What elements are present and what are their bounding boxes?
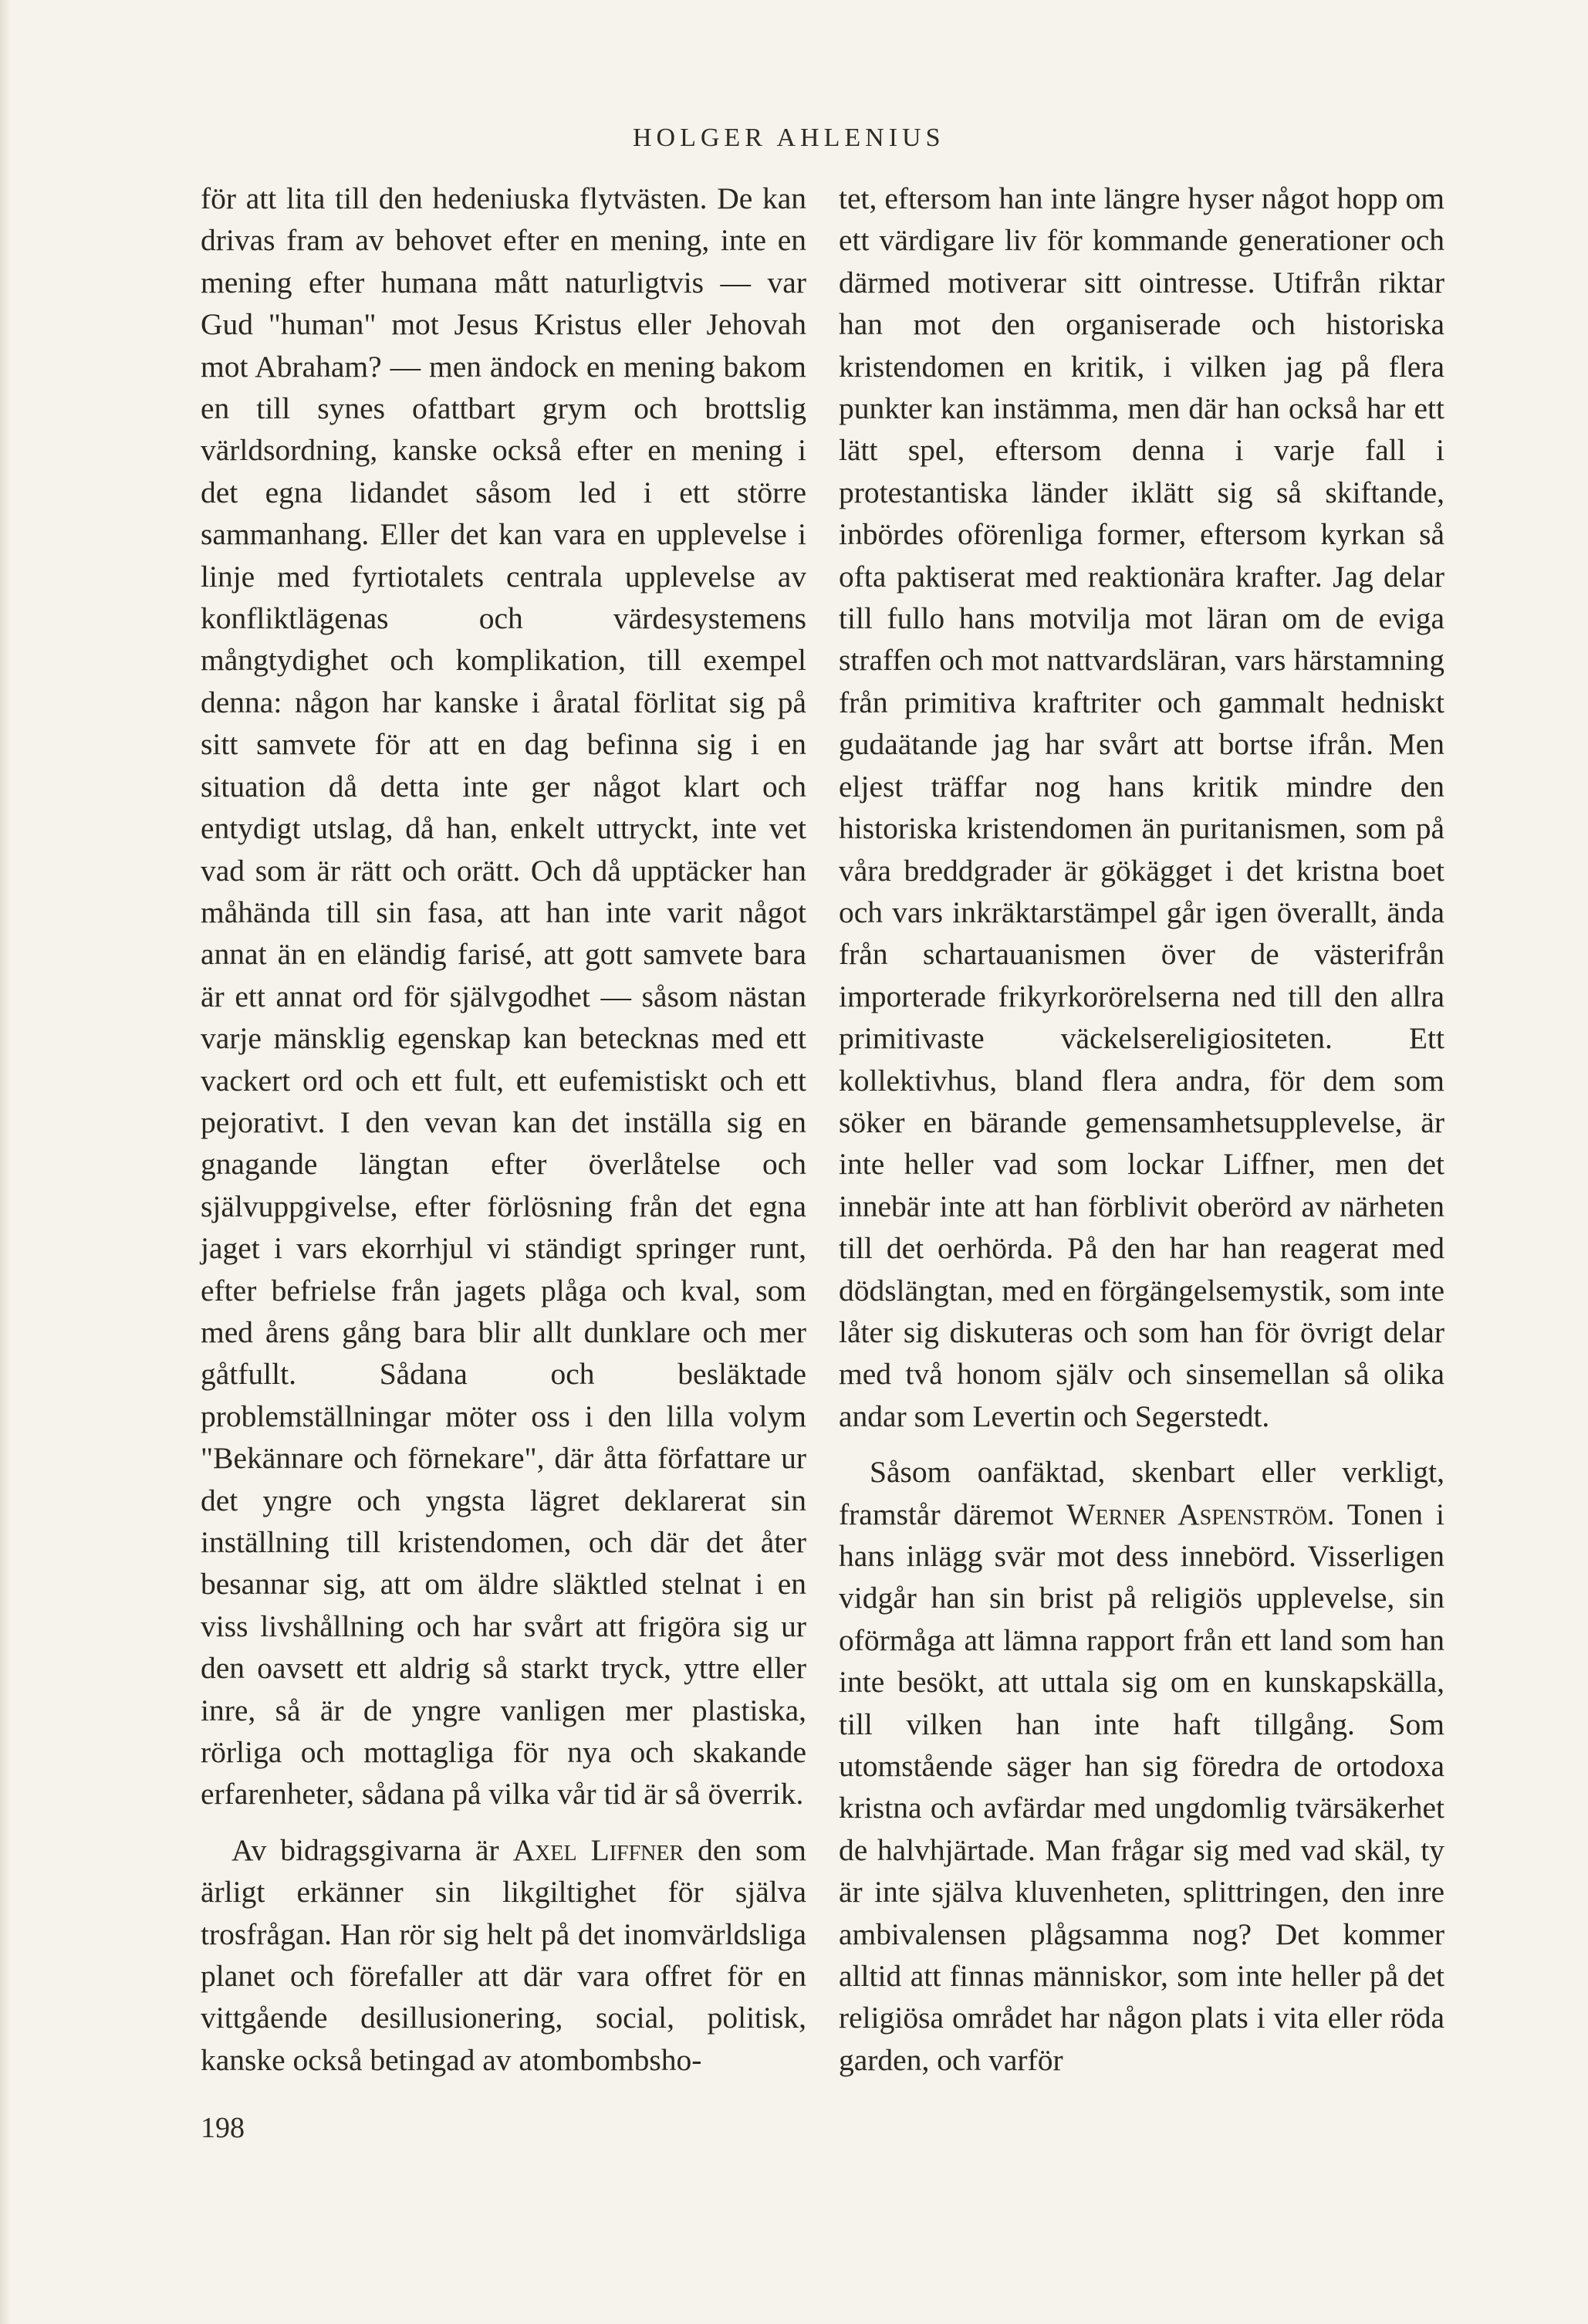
paragraph: för att lita till den hedeniuska flytvästen. De kan drivas fram av behovet efter en mening, inte en mening efter humana mått naturligtvis — var Gud "human" mot Jesus Kristus eller Jehovah mot Abraham? — men ändock en mening bakom en till synes ofattbart grym och brottslig världsordning, kanske också efter en mening i det egna lidandet såsom led i ett större sammanhang. Eller det kan vara en upplevelse i linje med fyrtiotalets centrala upplevelse av konfliktlägenas och värdesystemens mångtydighet och komplikation, till exempel denna: någon har kanske i åratal förlitat sig på sitt samvete för att en dag befinna sig i en situation då detta inte ger något klart och entydigt utslag, då han, enkelt uttryckt, inte vet vad som är rätt och orätt. Och då upptäcker han måhända till sin fasa, att han inte varit något annat än en eländig farisé, att gott samvete bara är ett annat ord för självgodhet — såsom nästan varje mänsklig egenskap kan betecknas med ett vackert ord och ett fult, ett eufemistiskt och ett pejorativt. I den vevan kan det inställa sig en gnagande längtan efter överlåtelse och självuppgivelse, efter förlösning från det egna jaget i vars ekorrhjul vi ständigt springer runt, efter befrielse från jagets plåga och kval, som med årens gång bara blir allt dunklare och mer gåtfullt. Sådana och besläktade problemställningar möter oss i den lilla volym "Bekännare och förnekare", där åtta författare ur det yngre och yngsta lägret deklarerat sin inställning till kristendomen, och där det åter besannar sig, att om äldre släktled stelnat i en viss livshållning och har svårt att frigöra sig ur den oavsett ett aldrig så starkt tryck, yttre eller inre, så är de yngre vanligen mer plastiska, rörliga och mottagliga för nya och skakande erfarenheter, sådana på vilka vår tid är så överrik.: [201, 181, 806, 1812]
paragraph-text: Av bidragsgivarna är: [231, 1832, 513, 1867]
paragraph: tet, eftersom han inte längre hyser något hopp om ett värdigare liv för kommande generationer och därmed motiverar sitt ointresse. Utifrån riktar han mot den organiserade och historiska kristendomen en kritik, i vilken jag på flera punkter kan instämma, men där han också har ett lätt spel, eftersom denna i varje fall i protestantiska länder iklätt sig så skiftande, inbördes oförenliga former, eftersom kyrkan så ofta paktiserat med reaktionära krafter. Jag delar till fullo hans motvilja mot läran om de eviga straffen och mot nattvardsläran, vars härstamning från primitiva kraftriter och gammalt hedniskt gudaätande jag har svårt att bortse ifrån. Men eljest träffar nog hans kritik mindre den historiska kristendomen än puritanismen, som på våra breddgrader är gökägget i det kristna boet och vars inkräktarstämpel går igen överallt, ända från schartauanismen över de västerifrån importerade frikyrkorörelserna ned till den allra primitivaste väckelsereligiositeten. Ett kollektivhus, bland flera andra, för dem som söker en bärande gemensamhetsupplevelse, är inte heller vad som lockar Liffner, men det innebär inte att han förblivit oberörd av närheten till det oerhörda. På den har han reagerat med dödslängtan, med en förgängelsemystik, som inte låter sig diskuteras och som han för övrigt delar med två honom själv och sinsemellan så olika andar som Levertin och Segerstedt.: [839, 181, 1444, 1433]
running-head: HOLGER AHLENIUS: [633, 123, 945, 152]
paragraph-text: Såsom oanfäktad, skenbart eller verkligt, framstår däremot: [839, 1455, 1444, 1531]
paragraph-text: den som ärligt erkänner sin likgiltighet för själva trosfrågan. Han rör sig helt på det inomvärldsliga planet och förefaller att där vara offret för en vittgående desillusionering, social, politisk, kanske också betingad av atombombsho-: [201, 1832, 806, 2077]
page-edge-shadow: [0, 0, 11, 2324]
page-number: 198: [201, 2112, 245, 2144]
paragraph-text: . Tonen i hans inlägg svär mot dess innebörd. Visserligen vidgår han sin brist på religiös upplevelse, sin oförmåga att lämna rapport från ett land som han inte besökt, att uttala sig om en kunskapskälla, till vilken han inte haft tillgång. Som utomstående säger han sig föredra de ortodoxa kristna och avfärdar med ungdomlig tvärsäkerhet de halvhjärtade. Man frågar sig med vad skäl, ty är inte själva kluvenheten, splittringen, den inre ambivalensen plågsamma nog? Det kommer alltid att finnas människor, som inte heller på det religiösa området har någon plats i vita eller röda garden, och varför: [839, 1497, 1444, 2077]
right-column: [839, 178, 1444, 2081]
paragraph: [839, 1451, 1444, 2081]
author-name: Werner Aspenström: [1066, 1497, 1327, 1531]
paragraph: [201, 1829, 806, 2081]
author-name: Axel Liffner: [512, 1832, 684, 1867]
left-column: [201, 178, 806, 2081]
